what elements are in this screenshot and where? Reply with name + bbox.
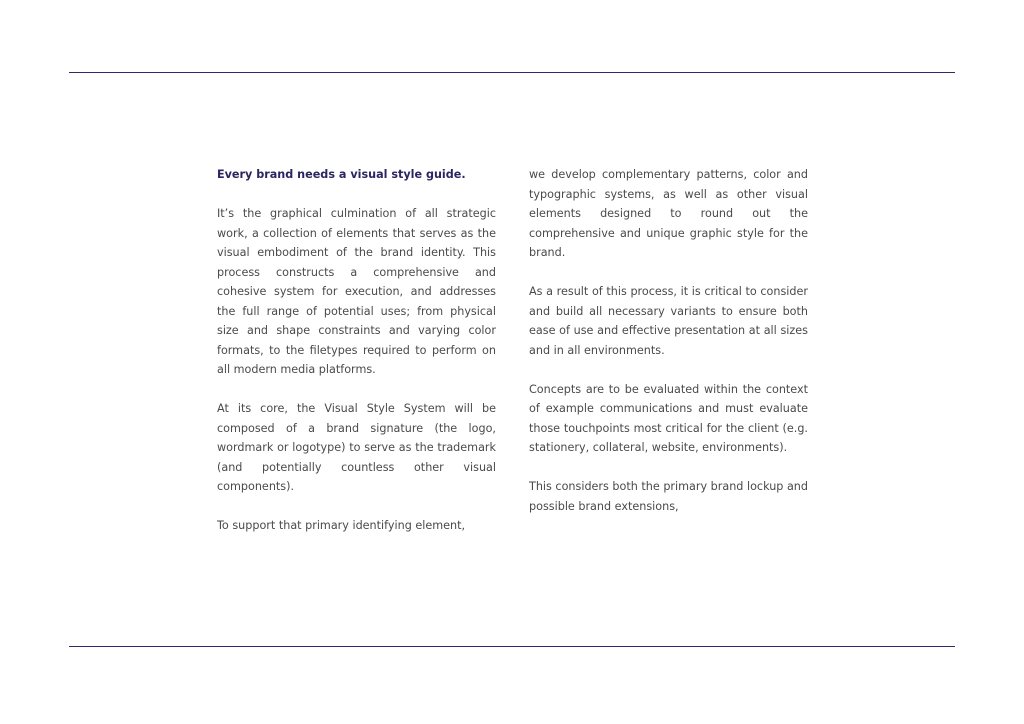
left-paragraph-2: At its core, the Visual Style System will be composed of a brand signature (the logo, wordmark or logotype) to serve as the trademark (and potentially countless other visual components).: [217, 402, 496, 493]
right-text-column: [529, 165, 808, 516]
bottom-divider: [69, 646, 955, 647]
right-paragraph-1: we develop complementary patterns, color and typographic systems, as well as other visual elements designed to round out the comprehensive and unique graphic style for the brand.: [529, 168, 808, 259]
top-divider: [69, 72, 955, 73]
section-heading: Every brand needs a visual style guide.: [217, 168, 466, 181]
right-paragraph-3: Concepts are to be evaluated within the context of example communications and must evaluate those touchpoints most critical for the client (e.g. stationery, collateral, website, environments).: [529, 382, 808, 454]
left-text-column: [217, 165, 496, 536]
left-paragraph-3: To support that primary identifying element,: [217, 519, 466, 532]
left-paragraph-1: It’s the graphical culmination of all strategic work, a collection of elements that serves as the visual embodiment of the brand identity. This process constructs a comprehensive and cohesive system for execution, and addresses the full range of potential uses; from physical size and shape constraints and varying color formats, to the filetypes required to perform on all modern media platforms.: [217, 207, 496, 376]
right-paragraph-4: This considers both the primary brand lockup and possible brand extensions,: [529, 480, 808, 513]
right-paragraph-2: As a result of this process, it is critical to consider and build all necessary variants to ensure both ease of use and effective presentation at all sizes and in all environments.: [529, 285, 808, 357]
